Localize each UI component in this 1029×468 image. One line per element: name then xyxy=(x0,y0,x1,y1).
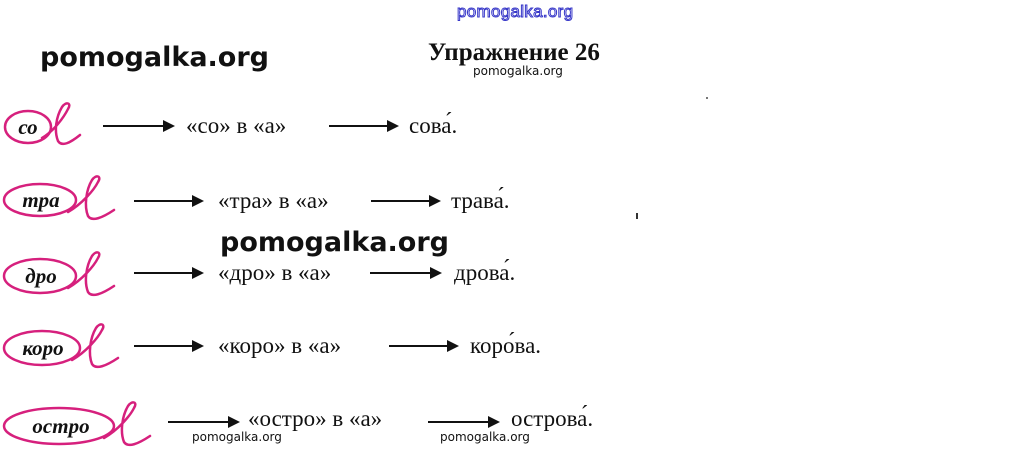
watermark-top: pomogalka.org xyxy=(457,2,574,21)
arrow-5a xyxy=(168,416,240,428)
syllable-oval-1 xyxy=(2,101,82,149)
result-word-4: коро́ва. xyxy=(470,333,542,358)
syllable-oval-5 xyxy=(2,396,154,454)
arrow-2b xyxy=(371,195,441,207)
syllable-label-4: коро xyxy=(22,336,64,360)
transform-text-2: «тра» в «а» xyxy=(218,188,329,213)
arrow-1a xyxy=(103,120,175,132)
arrow-3a xyxy=(134,267,204,279)
scan-speck xyxy=(636,213,638,219)
watermark-left: pomogalka.org xyxy=(40,42,269,73)
syllable-oval-3 xyxy=(2,248,117,302)
result-word-2: трава́. xyxy=(451,188,510,213)
transform-text-4: «коро» в «а» xyxy=(218,333,342,358)
transform-text-5: «остро» в «а» xyxy=(248,406,383,431)
arrow-3b xyxy=(370,267,442,279)
syllable-label-3: дро xyxy=(25,264,57,288)
syllable-oval-2 xyxy=(2,174,117,226)
arrow-2a xyxy=(134,195,204,207)
transform-text-3: «дро» в «а» xyxy=(218,260,332,285)
result-word-1: сова́. xyxy=(409,113,458,138)
arrow-1b xyxy=(329,120,399,132)
transform-text-1: «со» в «а» xyxy=(186,113,287,138)
watermark-bottom-right: pomogalka.org xyxy=(440,430,530,444)
syllable-oval-4 xyxy=(2,320,120,374)
syllable-label-2: тра xyxy=(22,188,60,212)
result-word-5: острова́. xyxy=(511,406,594,431)
scan-speck xyxy=(706,97,708,99)
arrow-4a xyxy=(134,340,204,352)
exercise-title: Упражнение 26 xyxy=(428,39,600,66)
watermark-center: pomogalka.org xyxy=(220,227,449,258)
watermark-bottom-left: pomogalka.org xyxy=(192,430,282,444)
watermark-under-title: pomogalka.org xyxy=(473,64,563,78)
arrow-5b xyxy=(428,416,500,428)
result-word-3: дрова́. xyxy=(454,260,516,285)
arrow-4b xyxy=(389,340,459,352)
syllable-label-1: со xyxy=(18,115,38,139)
syllable-label-5: остро xyxy=(32,414,90,438)
